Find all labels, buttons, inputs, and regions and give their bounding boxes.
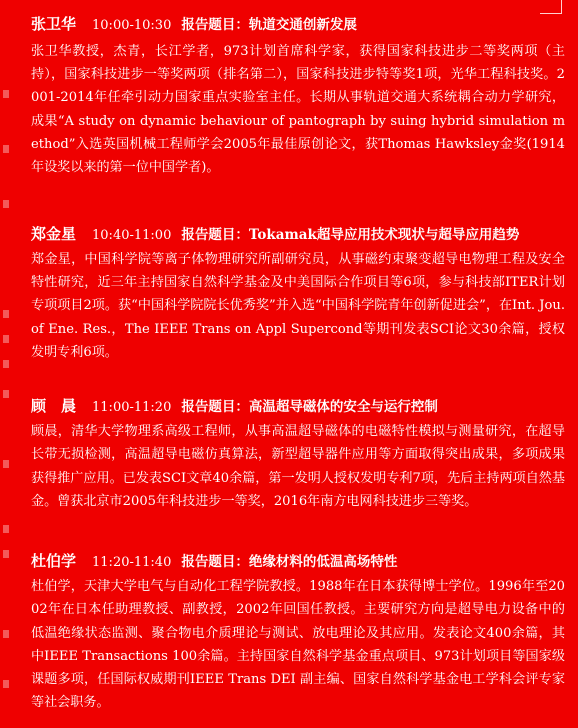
speaker-name: 张卫华 <box>31 15 77 33</box>
speaker-section <box>31 551 565 715</box>
speaker-time: 10:00-10:30 <box>92 18 172 33</box>
speaker-time: 10:40-11:00 <box>92 228 172 243</box>
speaker-header <box>31 396 565 418</box>
speaker-bio: 杜伯学，天津大学电气与自动化工程学院教授。1988年在日本获得博士学位。1996年至2002年在日本任助理教授、副教授，2002年回国任教授。主要研究方向是超导电力设备中的低温绝缘状态监测、聚合物电介质理论与测试、放电理论及其应用。发表论文400余篇，其中IEEE Transactions 100余篇。主持国家自然科学基金重点项目、973计划项目等国家级课题多项，任国际权威期刊IEEE Trans DEI 副主编、国家自然科学基金电工学科会评专家等社会职务。 <box>31 579 565 711</box>
speaker-bio: 张卫华教授，杰青，长江学者，973计划首席科学家，获得国家科技进步二等奖两项（主持），国家科技进步一等奖两项（排名第二），国家科技进步特等奖1项，光华工程科技奖。2001-2014年任牵引动力国家重点实验室主任。长期从事轨道交通大系统耦合动力学研究，成果“A study on dynamic behaviour of pantograph by suing hybrid simulation method”入选英国机械工程师学会2005年最佳原创论文，获Thomas Hawksley金奖(1914年设奖以来的第一位中国学者)。 <box>31 44 565 176</box>
speaker-section <box>31 14 565 210</box>
left-margin-artifacts <box>0 70 14 710</box>
speaker-header <box>31 224 565 246</box>
speaker-name: 杜伯学 <box>31 552 77 570</box>
speaker-list <box>31 14 565 715</box>
speaker-section <box>31 224 565 382</box>
report-topic: 绝缘材料的低温高场特性 <box>248 554 398 570</box>
report-label: 报告题目： <box>181 227 249 243</box>
speaker-name: 顾 晨 <box>31 397 77 415</box>
speaker-bio: 顾晨，清华大学物理系高级工程师，从事高温超导磁体的电磁特性模拟与测量研究，在超导长带无损检测，高温超导电磁仿真算法，新型超导器件应用等方面取得突出成果，多项成果获得推广应用。已发表SCI文章40余篇，第一发明人授权发明专利7项，先后主持两项自然基金。曾获北京市2005年科技进步一等奖，2016年南方电网科技进步三等奖。 <box>31 424 565 509</box>
report-label: 报告题目： <box>181 554 249 570</box>
speaker-time: 11:00-11:20 <box>92 400 172 415</box>
speaker-header <box>31 14 565 36</box>
report-topic: Tokamak超导应用技术现状与超导应用趋势 <box>248 227 520 243</box>
corner-crop-mark <box>540 0 562 14</box>
report-label: 报告题目： <box>181 17 249 33</box>
speaker-time: 11:20-11:40 <box>92 555 172 570</box>
speaker-bio: 郑金星，中国科学院等离子体物理研究所副研究员，从事磁约束聚变超导电物理工程及安全特性研究，近三年主持国家自然科学基金及中美国际合作项目等6项，参与科技部ITER计划专项项目2项。获“中国科学院院长优秀奖”并入选“中国科学院青年创新促进会”，在Int. Jou. of Ene. Res.，The IEEE Trans on Appl Supercond等期刊发表SCI论文30余篇，授权发明专利6项。 <box>31 252 565 360</box>
report-label: 报告题目： <box>181 399 249 415</box>
report-topic: 高温超导磁体的安全与运行控制 <box>248 399 438 415</box>
speaker-header <box>31 551 565 573</box>
speaker-section <box>31 396 565 539</box>
report-topic: 轨道交通创新发展 <box>248 17 357 33</box>
speaker-name: 郑金星 <box>31 225 77 243</box>
